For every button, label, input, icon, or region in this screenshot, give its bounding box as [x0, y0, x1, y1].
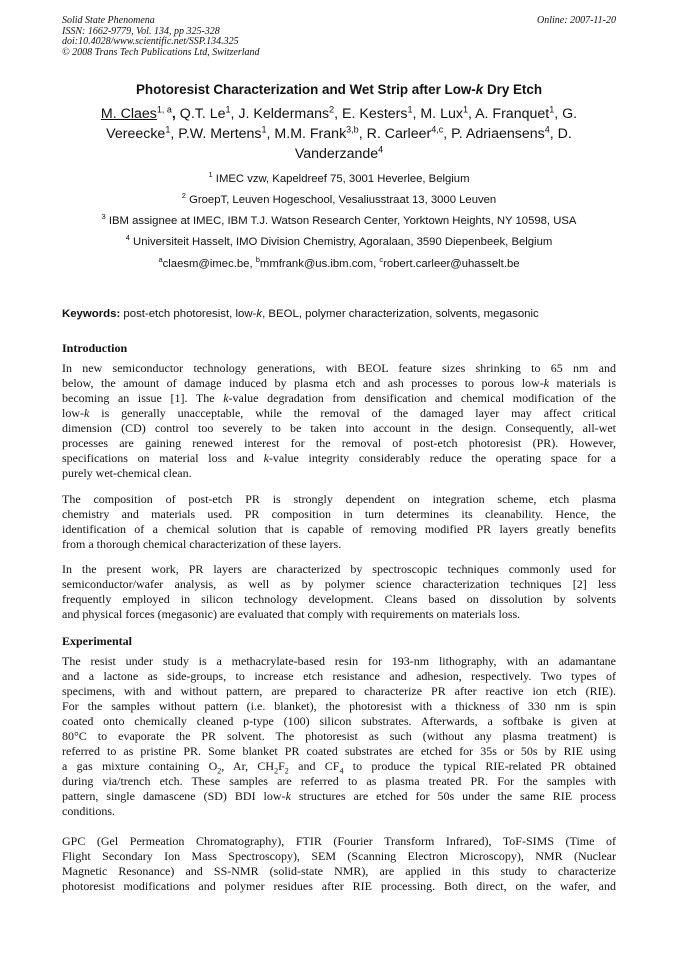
- author-corresponding: M. Claes: [100, 106, 157, 122]
- author-line-3: Vanderzande$^4$: [294, 144, 384, 162]
- journal-doi: doi:10.4028/www.scientific.net/SSP.134.325: [62, 36, 239, 48]
- email-line: $^a$claesm@imec.be, $^b$mmfrank@us.ibm.com, $^c$robert.carleer@uhasselt.be: [158, 255, 520, 270]
- journal-copyright: © 2008 Trans Tech Publications Ltd, Switzerland: [62, 46, 260, 58]
- section-heading-introduction: Introduction: [62, 341, 128, 355]
- affiliation-4: $^4$ Universiteit Hasselt, IMO Division Chemistry, Agoralaan, 3590 Diepenbeek, Belgium: [125, 233, 553, 248]
- experimental-paragraph-2: GPC (Gel Permeation Chromatography), FTIR (Fourier Transform Infrared), ToF-SIMS (Time of Flight Secondary Ion Mass Spectroscopy), SEM (Scanning Electron Microscopy), NMR (Nuclear Magnetic Resonance) and SS-NMR (solid-state NMR), are applied in this study to characterize photoresist modifications and polymer residues after RIE processing. Both direct, on the wafer, and: [62, 834, 616, 894]
- affiliation-1: $^1$ IMEC vzw, Kapeldreef 75, 3001 Heverlee, Belgium: [208, 170, 470, 185]
- journal-issn: ISSN: 1662-9779, Vol. 134, pp 325-328: [62, 25, 220, 37]
- affiliation-2: $^2$ GroepT, Leuven Hogeschool, Vesaliusstraat 13, 3000 Leuven: [181, 191, 497, 206]
- author-line-1: M. Claes$^{1, a}$, Q.T. Le$^1$, J. Keldermans$^2$, E. Kesters$^1$, M. Lux$^1$, A. Franquet$^1$, G.: [100, 104, 578, 122]
- author-list: [62, 104, 616, 164]
- keywords: Keywords: post-etch photoresist, low-k, BEOL, polymer characterization, solvents, megasonic: [62, 308, 539, 320]
- intro-paragraph-1: In new semiconductor technology generations, with BEOL feature sizes shrinking to 65 nm and below, the amount of damage induced by plasma etch and ash processes to porous low-k materials is becoming an issue [1]. The k-value degradation from densification and chemical modification of the low-k is generally unacceptable, while the removal of the damaged layer may affect critical dimension (CD) control too severely to be taken into account in the design. Consequently, all-wet processes are gaining renewed interest for the removal of post-etch photoresist (PR). However, specifications on material loss and k-value integrity considerably reduce the operating space for a purely wet-chemical clean.: [62, 361, 617, 481]
- affiliation-3: $^3$ IBM assignee at IMEC, IBM T.J. Watson Research Center, Yorktown Heights, NY 10598, USA: [101, 212, 577, 227]
- experimental-paragraph-1: The resist under study is a methacrylate-based resin for 193-nm lithography, with an adamantane and a lactone as side-groups, to increase etch resistance and adhesion, respectively. Two types of specimens, with and without pattern, are prepared to characterize PR after reactive ion etch (RIE). For the samples without pattern (i.e. blanket), the photoresist with a thickness of 330 nm is spin coated onto chemically cleaned p-type (100) silicon substrates. Afterwards, a softbake is given at 80°C to evaporate the PR solvent. The photoresist as such (without any plasma treatment) is referred to as pristine PR. Some blanket PR coated substrates are etched for 35s or 50s by RIE using a gas mixture containing $O_2$, Ar, $CH_2F_2$ and $CF_4$ to produce the typical RIE-related PR obtained during via/trench etch. These samples are referred to as plasma treated PR. For the samples with pattern, single damascene (SD) BDI low-k structures are etched for 50s under the same RIE process conditions.: [62, 654, 617, 819]
- intro-paragraph-2: The composition of post-etch PR is strongly dependent on integration scheme, etch plasma chemistry and materials used. PR composition in turn determines its cleanability. Hence, the identification of a chemical solution that is capable of removing modified PR layers greatly benefits from a thorough chemical characterization of these layers.: [62, 492, 616, 552]
- journal-name: Solid State Phenomena: [62, 15, 155, 26]
- author-line-2: Vereecke$^1$, P.W. Mertens$^1$, M.M. Frank$^{3,b}$, R. Carleer$^{4,c}$, P. Adriaensens$^4$, D.: [106, 124, 572, 142]
- journal-header: [62, 16, 260, 58]
- keywords-label: Keywords:: [62, 308, 121, 320]
- paper-title: Photoresist Characterization and Wet Strip after Low-k Dry Etch: [135, 82, 543, 97]
- online-date: Online: 2007-11-20: [537, 15, 616, 26]
- intro-paragraph-3: In the present work, PR layers are characterized by spectroscopic techniques commonly used for semiconductor/wafer analysis, as well as by polymer science characterization techniques [2] less frequently employed in silicon technology development. Cleans based on dissolution by solvents and physical forces (megasonic) are evaluated that comply with requirements on materials loss.: [62, 562, 616, 622]
- section-heading-experimental: Experimental: [62, 634, 132, 648]
